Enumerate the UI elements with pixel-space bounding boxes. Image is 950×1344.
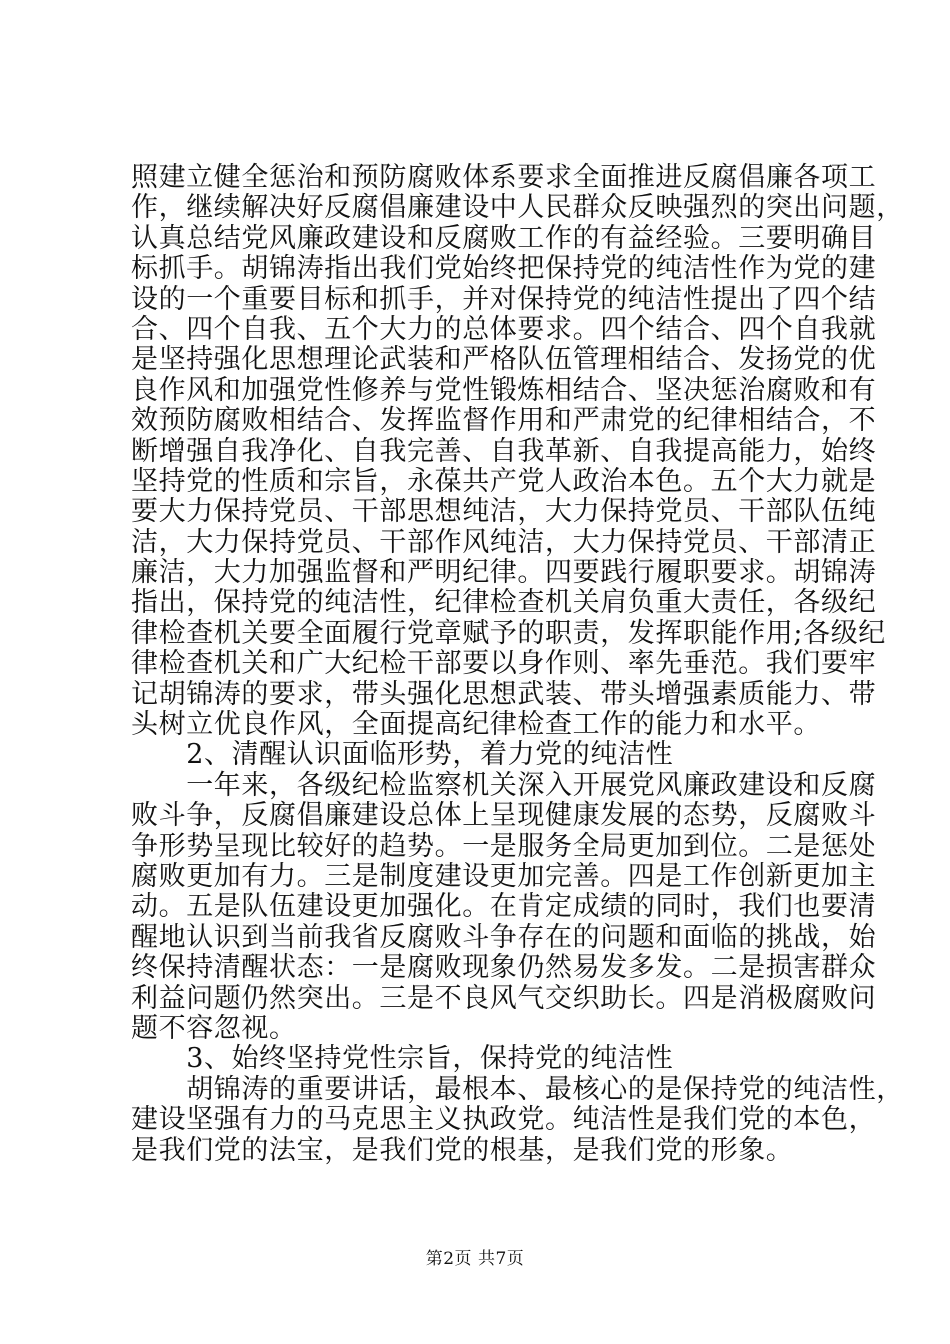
text-line: 腐败更加有力。三是制度建设更加完善。四是工作创新更加主 xyxy=(131,860,877,892)
text-line: 败斗争，反腐倡廉建设总体上呈现健康发展的态势，反腐败斗 xyxy=(131,800,877,832)
text-line: 合、四个自我、五个大力的总体要求。四个结合、四个自我就 xyxy=(131,313,877,345)
text-line: 律检查机关和广大纪检干部要以身作则、率先垂范。我们要牢 xyxy=(131,648,877,680)
text-line: 题不容忽视。 xyxy=(131,1012,297,1044)
text-line: 是坚持强化思想理论武装和严格队伍管理相结合、发扬党的优 xyxy=(131,344,877,376)
text-line: 作，继续解决好反腐倡廉建设中人民群众反映强烈的突出问题， xyxy=(131,192,904,224)
text-line: 断增强自我净化、自我完善、自我革新、自我提高能力，始终 xyxy=(131,435,877,467)
text-line: 头树立优良作风，全面提高纪律检查工作的能力和水平。 xyxy=(131,709,821,741)
text-line: 争形势呈现比较好的趋势。一是服务全局更加到位。二是惩处 xyxy=(131,830,877,862)
text-line: 照建立健全惩治和预防腐败体系要求全面推进反腐倡廉各项工 xyxy=(131,162,877,193)
text-line: 是我们党的法宝，是我们党的根基，是我们党的形象。 xyxy=(131,1134,794,1166)
text-line: 良作风和加强党性修养与党性锻炼相结合、坚决惩治腐败和有 xyxy=(131,374,877,406)
text-line: 胡锦涛的重要讲话，最根本、最核心的是保持党的纯洁性， xyxy=(131,1073,904,1105)
text-line: 醒地认识到当前我省反腐败斗争存在的问题和面临的挑战，始 xyxy=(131,921,877,953)
text-line: 建设坚强有力的马克思主义执政党。纯洁性是我们党的本色， xyxy=(131,1104,877,1136)
page-number-footer: 第2页 共7页 xyxy=(425,1249,525,1269)
text-line: 廉洁，大力加强监督和严明纪律。四要践行履职要求。胡锦涛 xyxy=(131,557,877,589)
text-line: 效预防腐败相结合、发挥监督作用和严肃党的纪律相结合，不 xyxy=(131,405,877,437)
text-line: 认真总结党风廉政建设和反腐败工作的有益经验。三要明确目 xyxy=(131,222,877,254)
text-line: 一年来，各级纪检监察机关深入开展党风廉政建设和反腐 xyxy=(131,769,877,801)
text-line: 坚持党的性质和宗旨，永葆共产党人政治本色。五个大力就是 xyxy=(131,465,877,497)
text-line: 终保持清醒状态：一是腐败现象仍然易发多发。二是损害群众 xyxy=(131,952,877,984)
text-line: 要大力保持党员、干部思想纯洁，大力保持党员、干部队伍纯 xyxy=(131,496,877,528)
text-line: 利益问题仍然突出。三是不良风气交织助长。四是消极腐败问 xyxy=(131,982,877,1014)
text-line: 指出，保持党的纯洁性，纪律检查机关肩负重大责任，各级纪 xyxy=(131,587,877,619)
section-heading: 3、始终坚持党性宗旨，保持党的纯洁性 xyxy=(131,1043,674,1075)
text-line: 标抓手。胡锦涛指出我们党始终把保持党的纯洁性作为党的建 xyxy=(131,253,877,285)
text-line: 动。五是队伍建设更加强化。在肯定成绩的同时，我们也要清 xyxy=(131,891,877,923)
text-line: 律检查机关要全面履行党章赋予的职责，发挥职能作用;各级纪 xyxy=(131,617,886,649)
document-body xyxy=(131,162,904,1166)
text-line: 设的一个重要目标和抓手，并对保持党的纯洁性提出了四个结 xyxy=(131,283,877,315)
text-line: 洁，大力保持党员、干部作风纯洁，大力保持党员、干部清正 xyxy=(131,526,877,558)
text-line: 记胡锦涛的要求，带头强化思想武装、带头增强素质能力、带 xyxy=(131,678,877,710)
section-heading: 2、清醒认识面临形势，着力党的纯洁性 xyxy=(131,739,674,771)
